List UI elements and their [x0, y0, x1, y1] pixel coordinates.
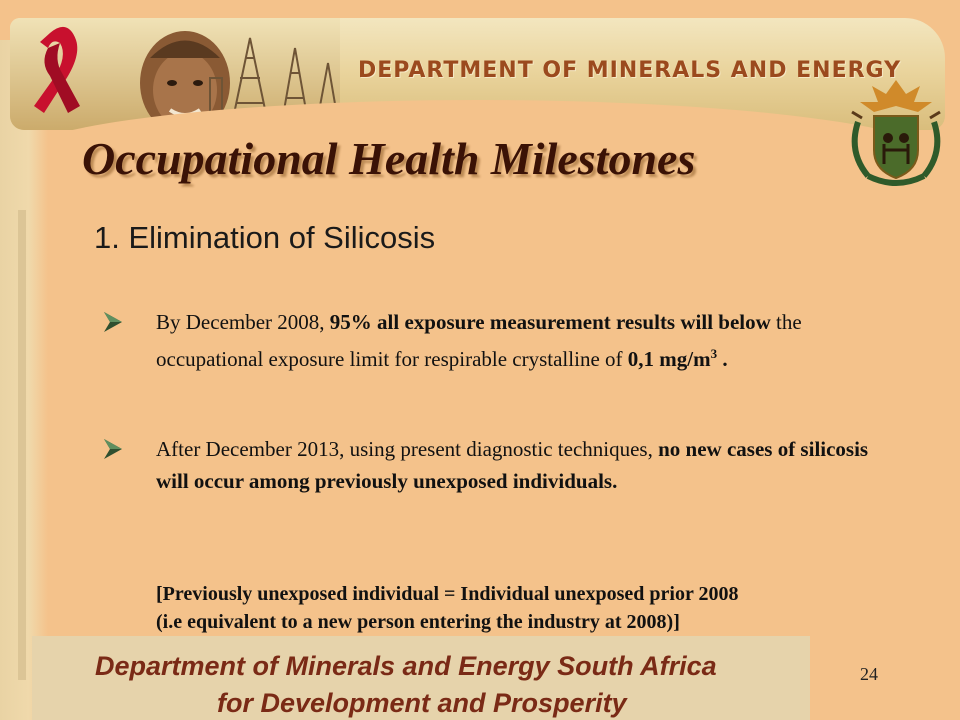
arrow-bullet-icon: [104, 312, 122, 332]
arrow-bullet-icon: [104, 439, 122, 459]
bullet-1-emphasis-b: 0,1 mg/m: [627, 347, 711, 371]
coat-of-arms-icon: [848, 72, 944, 192]
milestone-list: [104, 306, 884, 497]
bullet-1-text-a: By December 2008,: [156, 310, 330, 334]
header-banner: [10, 18, 945, 130]
banner-title: DEPARTMENT OF MINERALS AND ENERGY: [358, 58, 902, 83]
slide-title: Occupational Health Milestones: [82, 133, 696, 184]
footer-department-line: Department of Minerals and Energy South Africa: [95, 651, 717, 681]
bullet-2-emphasis: no new cases of silicosis will occur among previously unexposed individuals.: [156, 437, 869, 493]
note-line-2: (i.e equivalent to a new person entering the industry at 2008)]: [156, 611, 680, 633]
bullet-1-emphasis-a: 95% all exposure measurement results will below: [329, 310, 771, 334]
bullet-1-superscript: 3: [710, 346, 718, 361]
note-line-1: [Previously unexposed individual = Individual unexposed prior 2008: [156, 583, 739, 605]
page-number: 24: [860, 664, 878, 684]
section-subheading: 1. Elimination of Silicosis: [94, 220, 436, 255]
footer-band-right: [810, 636, 960, 720]
definition-note: [156, 580, 896, 636]
left-stripe-inner: [18, 210, 26, 680]
footer-tagline: for Development and Prosperity: [217, 688, 627, 718]
bullet-1-text-b: the occupational exposure limit for respirable crystalline of: [156, 310, 802, 371]
bullet-1-emphasis-c: .: [717, 347, 728, 371]
milestone-bullet-1: [104, 306, 884, 375]
left-decorative-stripe: [0, 40, 48, 720]
milestone-bullet-2: [104, 433, 884, 497]
bullet-2-text-a: After December 2013, using present diagnostic techniques,: [156, 437, 659, 461]
